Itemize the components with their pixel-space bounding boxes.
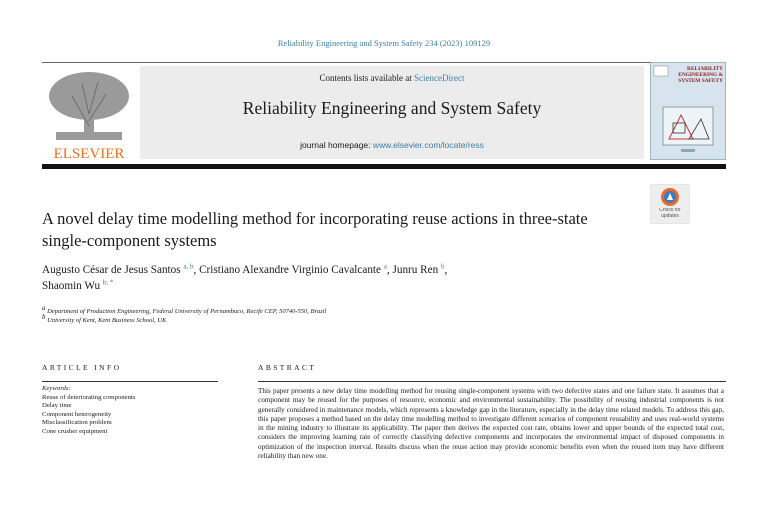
journal-reference[interactable]: Reliability Engineering and System Safety 234 (2023) 109129 <box>277 38 491 48</box>
elsevier-logo <box>42 66 136 162</box>
keywords-label: Keywords: <box>42 385 71 392</box>
article-info-rule <box>42 381 218 382</box>
contents-line <box>140 73 644 83</box>
journal-cover[interactable] <box>650 62 726 160</box>
author-name[interactable]: Shaomin Wu <box>42 279 101 292</box>
journal-cover-image <box>651 63 725 159</box>
author-name[interactable]: Augusto César de Jesus Santos <box>42 264 181 276</box>
article-title: A novel delay time modelling method for incorporating reuse actions in three-state single-component systems <box>42 209 588 250</box>
author-name[interactable]: Cristiano Alexandre Virginio Cavalcante <box>199 264 382 276</box>
badge-label: Check for updates <box>659 208 681 219</box>
keyword-item: Delay time <box>42 402 72 410</box>
affiliation-item <box>42 303 642 316</box>
affiliations <box>42 303 642 325</box>
affiliation-text: Department of Production Engineering, Federal University of Pernambuco, Recife CEP, 50740-550, Brazil <box>47 308 327 315</box>
affiliation-text: University of Kent, Kent Business School, UK <box>47 317 167 324</box>
header-top-rule <box>42 62 726 63</box>
cover-title: RELIABILITY ENGINEERING & SYSTEM SAFETY <box>678 66 723 84</box>
check-for-updates-badge[interactable] <box>650 184 690 224</box>
keyword-item: Component heterogeneity <box>42 410 112 418</box>
affiliation-item <box>42 312 642 325</box>
homepage-link[interactable]: www.elsevier.com/locate/ress <box>372 140 484 150</box>
homepage-prefix: journal homepage: <box>300 140 373 150</box>
journal-banner <box>140 66 644 159</box>
affiliation-mark: b <box>42 312 46 321</box>
author-affiliation-mark[interactable]: a <box>383 262 387 271</box>
author-affiliation-mark[interactable]: b, * <box>102 277 114 286</box>
affiliation-mark: a <box>42 303 46 312</box>
author-affiliation-mark[interactable]: a, b <box>183 262 194 271</box>
abstract-heading: ABSTRACT <box>258 363 317 372</box>
keyword-item: Reuse of deteriorating components <box>42 394 136 401</box>
elsevier-tree-icon <box>42 66 136 162</box>
check-updates-icon <box>650 184 690 224</box>
abstract-rule <box>258 381 726 382</box>
article-info-heading: ARTICLE INFO <box>42 363 122 372</box>
author-name[interactable]: Junru Ren <box>392 264 439 276</box>
keyword-item: Misclassification problem <box>42 419 112 427</box>
abstract-text: This paper presents a new delay time modelling method for reusing single-component systems with two defective states and one failure state. It assumes that a component may be reused for the purposes of resource, economic and environmental sustainability. The possibility of reusing industrial components is not generally considered in maintenance models, which represents a knowledge gap in the literature, especially in the delay time related models. To address this gap, this paper proposes a method based on the delay time modelling method to investigate different scenarios of component reusability and uses real-world systems in the mining industry to illustrate its applicability. The paper then derives the expected cost rate, obtains lower and upper bounds of the expected total cost, considers the improving learning rate of correctly classifying defective components and incorporates the environmental impact of disposed components in optimization of the inspection interval. Results discuss when the reuse action may provide economic benefits even when the reused item may have different reliability than new one. <box>258 387 724 461</box>
author-affiliation-mark[interactable]: b <box>441 262 445 271</box>
keyword-list <box>42 394 135 436</box>
sciencedirect-link[interactable]: ScienceDirect <box>414 73 465 83</box>
contents-prefix: Contents lists available at <box>319 73 414 83</box>
keyword-item: Cone crusher equipment <box>42 427 108 435</box>
homepage-line <box>140 140 644 150</box>
author-list: Augusto César de Jesus Santos $^{a, b}$, Cristiano Alexandre Virginio Cavalcante $^a$, Junru Ren $^b$, Shaomin Wu $^{b, *}$ <box>42 262 448 292</box>
publisher-name: ELSEVIER <box>53 146 125 162</box>
header-thick-rule <box>42 164 726 169</box>
journal-name[interactable]: Reliability Engineering and System Safety <box>242 98 542 118</box>
